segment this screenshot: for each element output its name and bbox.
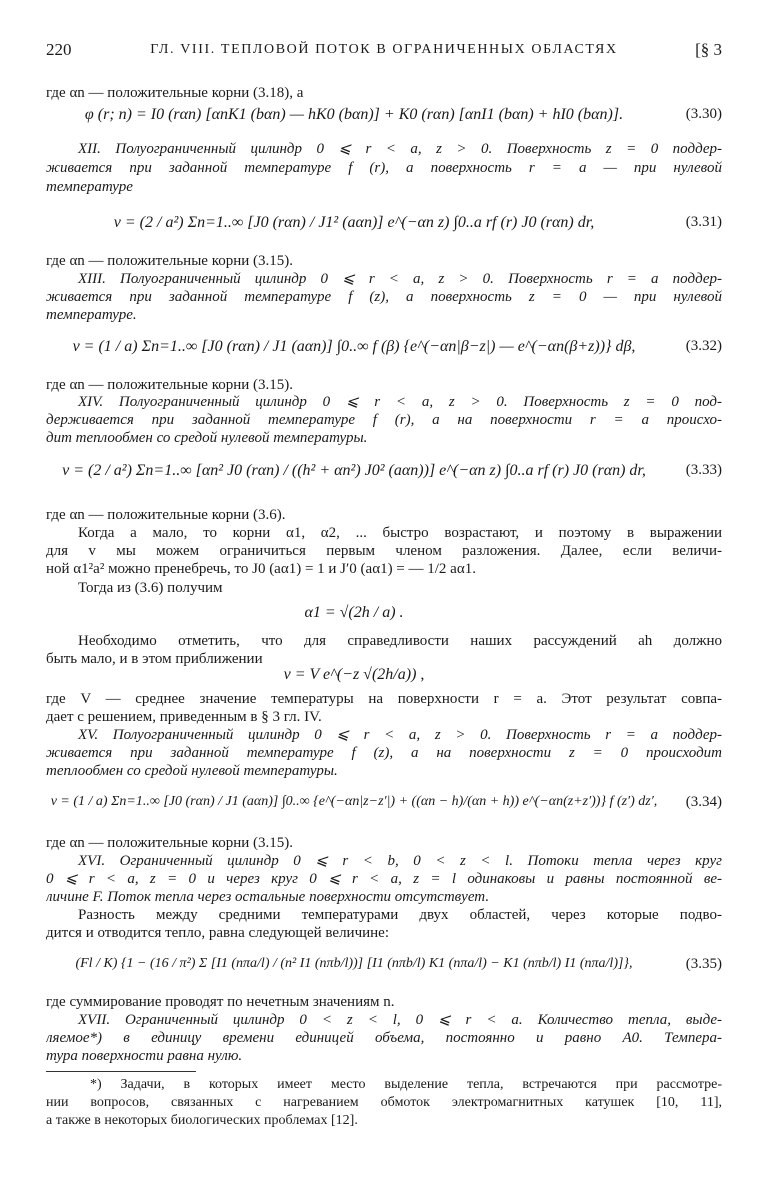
- footnote-line: *) Задачи, в которых имеет место выделение тепла, встречаются при рассмотре-: [90, 1077, 722, 1092]
- equation-number: (3.35): [685, 956, 722, 972]
- text-line: дает с решением, приведенным в § 3 гл. IV.: [46, 709, 322, 725]
- equation-body: v = (1 / a) Σn=1..∞ [J0 (rαn) / J1 (aαn)] ∫0..∞ {e^(−αn|z−z′|) + ((αn − h)/(αn + h)) e^(−αn(z+z′))} f (z′) dz′,: [50, 794, 658, 809]
- equation-body: φ (r; n) = I0 (rαn) [αnK1 (bαn) — hK0 (bαn)] + K0 (rαn) [αnI1 (bαn) + hI0 (bαn)].: [84, 106, 624, 123]
- equation-body: v = (1 / a) Σn=1..∞ [J0 (rαn) / J1 (aαn)] ∫0..∞ f (β) {e^(−αn|β−z|) — e^(−αn(β+z))} dβ,: [72, 338, 636, 355]
- text-line: Когда a мало, то корни α1, α2, ... быстро возрастают, и поэтому в выражении: [78, 525, 722, 541]
- text-line: теплообмен со средой нулевой температуры.: [46, 763, 338, 779]
- text-line: живается при заданной температуре f (z), а поверхность z = 0 — при нулевой: [46, 289, 722, 305]
- equation-alpha1: [46, 596, 722, 630]
- text-line: где αn — положительные корни (3.18), а: [46, 85, 304, 101]
- text-line: XIII. Полуограниченный цилиндр 0 ⩽ r < a, z > 0. Поверхность r = a поддер-: [78, 271, 722, 287]
- equation-number: (3.31): [685, 214, 722, 230]
- text-line: тура поверхности равна нулю.: [46, 1048, 243, 1064]
- text-line: температуре.: [46, 307, 137, 323]
- text-line: ляемое*) в единицу времени единицей объема, постоянно и равно A0. Темпера-: [46, 1030, 722, 1046]
- section-marker: [§ 3: [695, 40, 722, 59]
- running-title: ГЛ. VIII. ТЕПЛОВОЙ ПОТОК В ОГРАНИЧЕННЫХ ОБЛАСТЯХ: [150, 42, 618, 57]
- equation-number: (3.34): [685, 794, 722, 810]
- text-line: где αn — положительные корни (3.15).: [46, 253, 294, 269]
- page-header: [46, 40, 722, 64]
- equation-3-30: [46, 106, 722, 128]
- equation-3-33: [46, 444, 722, 502]
- text-line: 0 ⩽ r < a, z = 0 и через круг 0 ⩽ r < a, z = l одинаковы и равны постоянной ве-: [46, 871, 722, 887]
- text-line: держивается при заданной температуре f (r), а на поверхности r = a происхо-: [46, 412, 722, 428]
- text-line: личине F. Поток тепла через остальные поверхности отсутствует.: [46, 889, 490, 905]
- footnote-separator: [46, 1071, 196, 1072]
- text-line: где V — среднее значение температуры на поверхности r = a. Этот результат совпа-: [46, 691, 722, 707]
- equation-number: (3.33): [685, 462, 722, 478]
- equation-number: (3.32): [685, 338, 722, 354]
- equation-3-32: [46, 324, 722, 374]
- text-line: живается при заданной температуре f (r), а поверхность r = a — при нулевой: [46, 160, 722, 176]
- equation-3-35: [46, 940, 722, 992]
- equation-body: v = (2 / a²) Σn=1..∞ [αn² J0 (rαn) / ((h² + αn²) J0² (aαn))] e^(−αn z) ∫0..a rf (r) J0 (rαn) dr,: [62, 462, 646, 479]
- text-line: XVII. Ограниченный цилиндр 0 < z < l, 0 ⩽ r < a. Количество тепла, выде-: [78, 1012, 722, 1028]
- footnote-line: нии вопросов, связанных с нагреванием обмоток электромагнитных катушек [10, 11],: [46, 1095, 722, 1110]
- text-line: XVI. Ограниченный цилиндр 0 ⩽ r < b, 0 < z < l. Потоки тепла через круг: [78, 853, 722, 869]
- text-line: Тогда из (3.6) получим: [78, 580, 223, 596]
- equation-body: (Fl / K) {1 − (16 / π²) Σ [I1 (nπa/l) / (n² I1 (nπb/l))] [I1 (nπb/l) K1 (nπa/l) − K1 (nπb/l) I1 (nπa/l)]},: [75, 956, 633, 971]
- text-line: где αn — положительные корни (3.15).: [46, 377, 294, 393]
- text-line: Разность между средними температурами двух областей, через которые подво-: [78, 907, 722, 923]
- text-line: быть мало, и в этом приближении: [46, 651, 263, 667]
- equation-body: v = V e^(−z √(2h/a)) ,: [283, 666, 425, 683]
- text-line: где αn — положительные корни (3.15).: [46, 835, 294, 851]
- text-line: ной α1²a² можно пренебречь, то J0 (aα1) = 1 и J′0 (aα1) = — 1/2 aα1.: [46, 561, 476, 577]
- text-line: для v мы можем ограничиться первым членом разложения. Далее, если величи-: [46, 543, 722, 559]
- text-line: дится и отводится тепло, равна следующей величине:: [46, 925, 390, 941]
- equation-number: (3.30): [685, 106, 722, 122]
- text-line: Необходимо отметить, что для справедливости наших рассуждений ah должно: [78, 633, 722, 649]
- footnote-line: а также в некоторых биологических проблемах [12].: [46, 1113, 358, 1128]
- text-line: XIV. Полуограниченный цилиндр 0 ⩽ r < a, z > 0. Поверхность z = 0 под-: [78, 394, 722, 410]
- page-number: 220: [46, 40, 72, 59]
- equation-body: v = (2 / a²) Σn=1..∞ [J0 (rαn) / J1² (aαn)] e^(−αn z) ∫0..a rf (r) J0 (rαn) dr,: [113, 214, 595, 231]
- equation-3-31: [46, 198, 722, 250]
- equation-v-approx: [46, 664, 722, 688]
- text-line: где суммирование проводят по нечетным значениям n.: [46, 994, 395, 1010]
- text-line: XV. Полуограниченный цилиндр 0 ⩽ r < a, z > 0. Поверхность r = a поддер-: [78, 727, 722, 743]
- equation-3-34: [46, 776, 722, 832]
- equation-body: α1 = √(2h / a) .: [304, 604, 404, 621]
- text-line: живается при заданной температуре f (z), а на поверхности z = 0 происходит: [46, 745, 722, 761]
- text-line: где αn — положительные корни (3.6).: [46, 507, 286, 523]
- text-line: XII. Полуограниченный цилиндр 0 ⩽ r < a, z > 0. Поверхность z = 0 поддер-: [78, 141, 722, 157]
- text-line: дит теплообмен со средой нулевой температуры.: [46, 430, 368, 446]
- text-line: температуре: [46, 179, 133, 195]
